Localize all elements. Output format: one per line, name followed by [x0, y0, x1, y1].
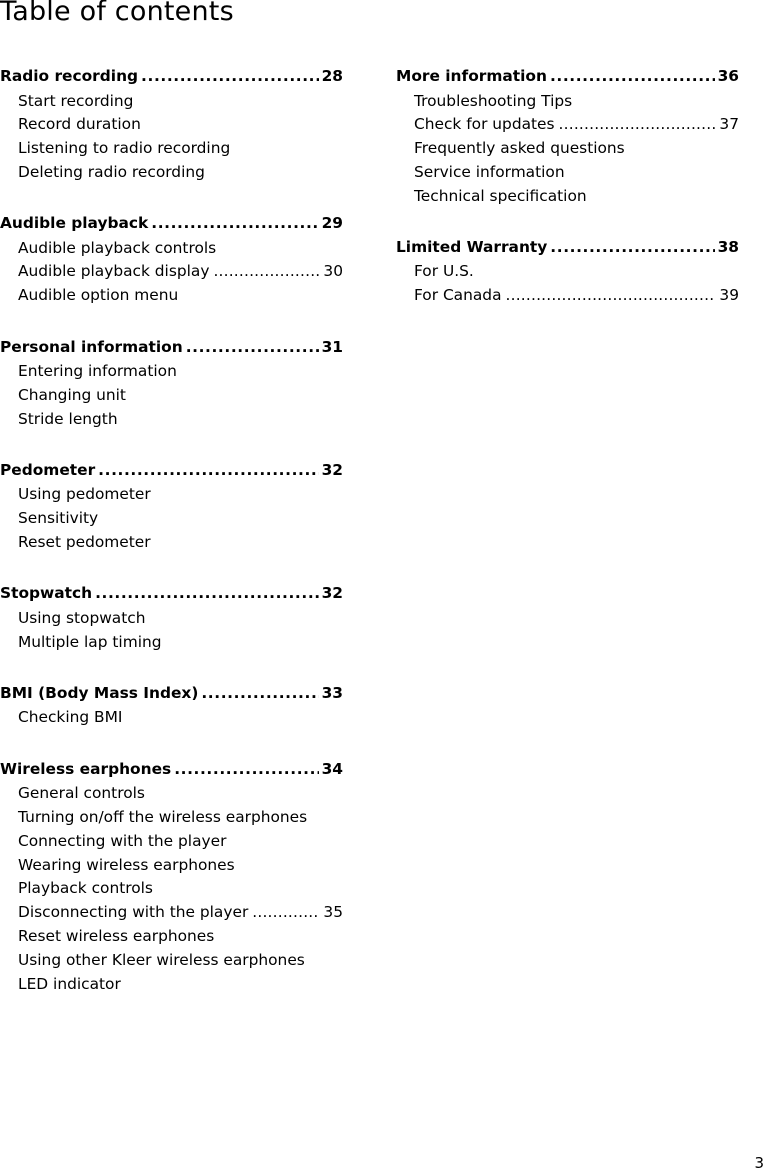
- toc-page-number: 31: [321, 337, 343, 356]
- toc-entry-label: Record duration: [18, 115, 141, 134]
- toc-entry-label: Frequently asked questions: [414, 139, 625, 158]
- toc-entry-label: Multiple lap timing: [18, 632, 162, 651]
- toc-section-bmi-body-mass-index: [0, 681, 343, 730]
- toc-heading-label: More information: [396, 67, 547, 85]
- toc-entry-label: Changing unit: [18, 385, 126, 404]
- toc-heading-bmi-body-mass-index[interactable]: [0, 681, 343, 706]
- toc-entry-led-indicator[interactable]: [0, 973, 343, 997]
- toc-entry-label: Stride length: [18, 409, 118, 428]
- toc-entry-record-duration[interactable]: [0, 113, 343, 137]
- dot-leader: [506, 284, 716, 308]
- toc-entry-label: Audible playback display: [18, 262, 210, 281]
- toc-entry-label: For Canada: [414, 286, 502, 305]
- toc-heading-label: Limited Warranty: [396, 237, 548, 256]
- toc-page-number: 28: [321, 67, 343, 85]
- toc-entry-service-information[interactable]: [396, 161, 739, 185]
- toc-section-radio-recording: [0, 64, 343, 185]
- toc-entry-label: Disconnecting with the player: [18, 903, 249, 922]
- toc-entry-label: Entering information: [18, 362, 177, 381]
- toc-heading-label: Pedometer: [0, 460, 96, 479]
- toc-entry-label: Sensitivity: [18, 509, 99, 528]
- toc-section-pedometer: [0, 458, 343, 555]
- toc-section-limited-warranty: [396, 235, 739, 308]
- toc-entry-checking-bmi[interactable]: [0, 706, 343, 730]
- toc-section-stopwatch: [0, 581, 343, 654]
- toc-entry-disconnecting-with-the-player[interactable]: [0, 901, 343, 925]
- toc-entry-label: Turning on/off the wireless earphones: [18, 808, 308, 827]
- toc-heading-more-information[interactable]: [396, 64, 739, 89]
- toc-heading-stopwatch[interactable]: [0, 581, 343, 606]
- toc-entry-label: Connecting with the player: [18, 831, 227, 850]
- dot-leader: [95, 581, 319, 606]
- toc-entry-changing-unit[interactable]: [0, 384, 343, 408]
- toc-entry-label: Service information: [414, 162, 565, 181]
- dot-leader: [201, 681, 318, 706]
- toc-heading-wireless-earphones[interactable]: [0, 757, 343, 782]
- toc-entry-label: General controls: [18, 784, 145, 803]
- toc-page-number: 34: [321, 759, 343, 778]
- page-number: 3: [754, 1154, 764, 1172]
- toc-heading-audible-playback[interactable]: [0, 211, 343, 236]
- toc-entry-label: Listening to radio recording: [18, 139, 231, 158]
- toc-heading-limited-warranty[interactable]: [396, 235, 739, 260]
- toc-entry-troubleshooting-tips[interactable]: [396, 90, 739, 114]
- toc-page-number: 35: [323, 903, 343, 922]
- toc-entry-label: Using other Kleer wireless earphones: [18, 950, 305, 969]
- toc-heading-radio-recording[interactable]: [0, 64, 343, 89]
- toc-page-number: 38: [717, 237, 739, 256]
- dot-leader: [174, 757, 318, 782]
- dot-leader: [559, 113, 716, 137]
- toc-page-number: 32: [321, 584, 343, 603]
- toc-entry-label: Using stopwatch: [18, 608, 146, 627]
- toc-entry-check-for-updates[interactable]: [396, 113, 739, 137]
- toc-column-left: [0, 64, 343, 1023]
- dot-leader: [141, 64, 319, 89]
- toc-section-personal-information: [0, 335, 343, 432]
- toc-entry-label: For U.S.: [414, 262, 474, 281]
- toc-page-number: 39: [719, 286, 739, 305]
- toc-entry-audible-option-menu[interactable]: [0, 284, 343, 308]
- dot-leader: [151, 211, 318, 236]
- toc-entry-general-controls[interactable]: [0, 782, 343, 806]
- dot-leader: [213, 260, 319, 284]
- toc-entry-frequently-asked-questions[interactable]: [396, 137, 739, 161]
- toc-section-audible-playback: [0, 211, 343, 308]
- toc-entry-label: Technical specification: [414, 186, 587, 205]
- toc-entry-label: Troubleshooting Tips: [414, 91, 573, 110]
- toc-entry-label: Playback controls: [18, 879, 153, 898]
- toc-entry-for-u-s[interactable]: [396, 260, 739, 284]
- toc-entry-label: Using pedometer: [18, 485, 151, 504]
- toc-heading-label: Radio recording: [0, 67, 139, 85]
- toc-entry-sensitivity[interactable]: [0, 507, 343, 531]
- toc-heading-label: Personal information: [0, 337, 183, 356]
- page-title: Table of contents: [0, 0, 234, 27]
- toc-entry-entering-information[interactable]: [0, 360, 343, 384]
- toc-entry-label: Deleting radio recording: [18, 162, 205, 181]
- toc-entry-deleting-radio-recording[interactable]: [0, 161, 343, 185]
- toc-page-number: 33: [321, 683, 343, 702]
- toc-entry-connecting-with-the-player[interactable]: [0, 830, 343, 854]
- dot-leader: [252, 901, 319, 925]
- toc-entry-for-canada[interactable]: [396, 284, 739, 308]
- toc-heading-pedometer[interactable]: [0, 458, 343, 483]
- toc-heading-label: Stopwatch: [0, 584, 93, 603]
- toc-page-number: 36: [717, 67, 739, 85]
- toc-entry-label: Audible option menu: [18, 286, 179, 305]
- dot-leader: [98, 458, 318, 483]
- toc-entry-label: Reset pedometer: [18, 533, 151, 552]
- toc-section-more-information: [396, 64, 739, 208]
- toc-page-number: 30: [323, 262, 343, 281]
- toc-section-wireless-earphones: [0, 757, 343, 997]
- toc-entry-audible-playback-display[interactable]: [0, 260, 343, 284]
- toc-entry-label: LED indicator: [18, 974, 121, 993]
- toc-entry-label: Audible playback controls: [18, 238, 217, 257]
- toc-page-number: 29: [321, 214, 343, 233]
- toc-heading-label: Wireless earphones: [0, 759, 172, 778]
- toc-entry-turning-on-off-the-wireless-earphones[interactable]: [0, 806, 343, 830]
- toc-entry-label: Check for updates: [414, 115, 555, 134]
- toc-page-number: 32: [321, 460, 343, 479]
- dot-leader: [550, 235, 714, 260]
- toc-page-number: 37: [719, 115, 739, 134]
- dot-leader: [550, 64, 715, 89]
- toc-entry-stride-length[interactable]: [0, 408, 343, 432]
- toc-entry-using-stopwatch[interactable]: [0, 607, 343, 631]
- toc-entry-multiple-lap-timing[interactable]: [0, 631, 343, 655]
- toc-heading-personal-information[interactable]: [0, 335, 343, 360]
- toc-entry-playback-controls[interactable]: [0, 877, 343, 901]
- toc-heading-label: BMI (Body Mass Index): [0, 683, 199, 702]
- toc-entry-audible-playback-controls[interactable]: [0, 237, 343, 261]
- toc-entry-reset-pedometer[interactable]: [0, 531, 343, 555]
- toc-entry-label: Checking BMI: [18, 708, 123, 727]
- toc-entry-using-other-kleer-wireless-earphones[interactable]: [0, 949, 343, 973]
- toc-entry-wearing-wireless-earphones[interactable]: [0, 854, 343, 878]
- toc-entry-listening-to-radio-recording[interactable]: [0, 137, 343, 161]
- toc-entry-label: Wearing wireless earphones: [18, 855, 235, 874]
- toc-entry-technical-specification[interactable]: [396, 185, 739, 209]
- toc-heading-label: Audible playback: [0, 214, 149, 233]
- toc-entry-using-pedometer[interactable]: [0, 483, 343, 507]
- dot-leader: [186, 335, 319, 360]
- toc-entry-start-recording[interactable]: [0, 90, 343, 114]
- toc-column-right: [396, 64, 739, 335]
- toc-entry-label: Reset wireless earphones: [18, 927, 215, 946]
- toc-entry-label: Start recording: [18, 91, 134, 110]
- toc-entry-reset-wireless-earphones[interactable]: [0, 925, 343, 949]
